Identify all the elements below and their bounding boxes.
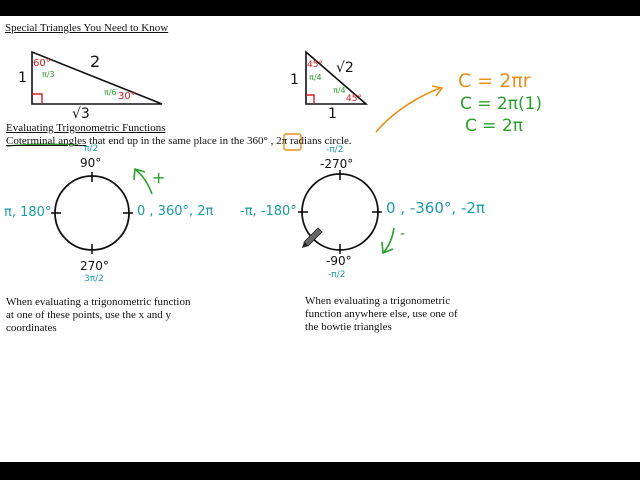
circle1-top-radians: π/2 — [84, 144, 99, 154]
circle2-top-radians: -π/2 — [326, 145, 344, 155]
note1-line2: at one of these points, use the x and y — [6, 309, 171, 321]
tri2-angle-right: 45° — [346, 94, 362, 104]
right-angle-mark-1 — [32, 94, 42, 104]
unit-circle-1 — [55, 176, 129, 250]
tri2-hypotenuse: √2 — [336, 60, 354, 76]
tri1-hypotenuse: 2 — [90, 52, 101, 71]
tri1-side-left: 1 — [18, 70, 27, 86]
circle1-top-degrees: 90° — [80, 156, 102, 170]
circumference-substituted: C = 2π(1) — [460, 94, 543, 114]
section-title: Evaluating Trigonometric Functions — [6, 122, 166, 134]
note2-line2: function anywhere else, use one of — [305, 308, 458, 320]
tri2-side-bottom: 1 — [328, 106, 337, 122]
tri1-angle-right: 30° — [118, 91, 136, 102]
note1-line1: When evaluating a trigonometric function — [6, 296, 191, 308]
note-axis-points — [6, 296, 191, 335]
circle2-bottom-radians: -π/2 — [328, 270, 346, 280]
circle2-bottom-degrees: -90° — [326, 254, 352, 268]
coterminal-line — [6, 135, 352, 147]
tri1-rad-right: π/6 — [104, 88, 117, 97]
tri2-side-left: 1 — [290, 72, 299, 88]
orange-arrow — [376, 88, 440, 132]
note-bowtie — [305, 295, 458, 334]
tri1-rad-top: π/3 — [42, 70, 55, 79]
whiteboard-page — [0, 16, 640, 462]
circle2-direction: - — [400, 226, 406, 242]
circle2-left-label: -π, -180° — [240, 204, 297, 219]
circumference-result: C = 2π — [465, 116, 523, 136]
tri2-rad-right: π/4 — [333, 86, 346, 95]
tri2-angle-top: 45° — [307, 60, 323, 70]
circle1-bottom-degrees: 270° — [80, 259, 109, 273]
pen-cursor-icon — [302, 228, 322, 248]
circle2-right-label: 0 , -360°, -2π — [386, 199, 485, 217]
circle2-top-degrees: -270° — [320, 157, 354, 171]
drawing-layer — [0, 16, 640, 462]
tri2-rad-top: π/4 — [309, 73, 322, 82]
circumference-formula: C = 2πr — [458, 70, 531, 92]
circle1-direction: + — [152, 168, 166, 187]
note2-line1: When evaluating a trigonometric — [305, 295, 451, 307]
circle1-left-label: π, 180° — [4, 205, 52, 220]
tri1-angle-top: 60° — [33, 58, 51, 69]
coterminal-description: that end up in the same place in the 360° , 2π radians circle. — [86, 135, 352, 147]
right-angle-mark-2 — [306, 95, 314, 104]
note2-line3: the bowtie triangles — [305, 321, 392, 333]
ccw-arrow — [136, 170, 152, 194]
circle1-bottom-radians: 3π/2 — [84, 274, 104, 284]
circle1-right-label: 0 , 360°, 2π — [137, 204, 214, 219]
tri1-side-bottom: √3 — [72, 106, 90, 122]
page-heading: Special Triangles You Need to Know — [5, 22, 169, 34]
note1-line3: coordinates — [6, 322, 57, 334]
coterminal-term: Coterminal angles — [6, 135, 87, 147]
